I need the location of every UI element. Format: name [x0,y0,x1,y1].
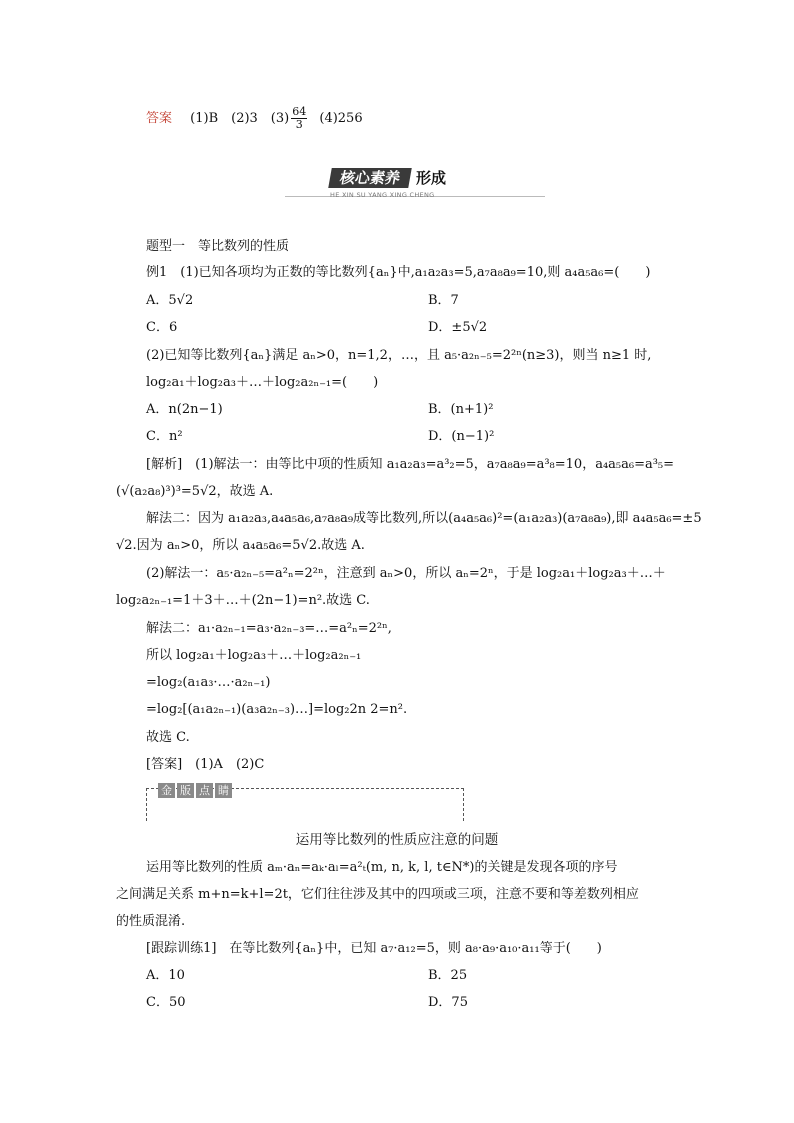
solution-line-2: (√(a₂a₈)³)³=5√2，故选 A. [116,484,274,499]
fraction-numerator: 64 [292,105,307,118]
tip-title: 运用等比数列的性质应注意的问题 [295,832,499,848]
answer-fraction [291,106,307,131]
solution-line-3: 解法二：因为 a₁a₂a₃,a₄a₅a₆,a₇a₈a₉成等比数列,所以(a₄a₅a₆)²=(a₁a₂a₃)(a₇a₈a₉),即 a₄a₅a₆=±5 [146,511,702,526]
solution-line-5: (2)解法一：a₅·a₂ₙ₋₅=a²ₙ=2²ⁿ，注意到 aₙ>0，所以 aₙ=2ⁿ，于是 log₂a₁＋log₂a₃＋…＋ [146,566,666,581]
example1-option-a: A．5√2 [146,293,194,308]
section-title: 题型一 等比数列的性质 [146,239,290,254]
example1-option-c: C．6 [146,320,178,335]
practice-option-c: C．50 [146,995,186,1010]
example1-q2-option-d: D．(n−1)² [428,429,495,444]
solution-line-7: 解法二：a₁·a₂ₙ₋₁=a₃·a₂ₙ₋₃=…=a²ₙ=2²ⁿ, [146,621,392,636]
example1-q2-option-c: C．n² [146,429,183,444]
banner-tail: 形成 [416,169,447,187]
example1-question2-line1: (2)已知等比数列{aₙ}满足 aₙ>0，n=1,2，…，且 a₅·a₂ₙ₋₅=2²ⁿ(n≥3)，则当 n≥1 时, [146,348,652,363]
example1-question2-line2: log₂a₁＋log₂a₃＋…＋log₂a₂ₙ₋₁=( ) [146,375,379,390]
example1-q2-option-a: A．n(2n−1) [146,402,223,417]
tip-paragraph-1: 运用等比数列的性质 aₘ·aₙ=aₖ·aₗ=a²ₜ(m, n, k, l, t∈N*)的关键是发现各项的序号 [146,860,618,875]
tip-paragraph-2: 之间满足关系 m+n=k+l=2t，它们往往涉及其中的四项或三项，注意不要和等差数列相应 [116,887,639,902]
tip-tag-3: 点 [196,783,213,798]
tip-paragraph-3: 的性质混淆. [116,914,186,929]
section-banner [330,168,460,190]
example1-option-d: D．±5√2 [428,320,488,335]
banner-main: 核心素养 [328,168,412,188]
answer-part1: (1)B (2)3 (3) [190,111,290,126]
tip-tag-4: 睛 [215,783,232,798]
example1-q2-option-b: B．(n+1)² [428,402,494,417]
solution-line-9: =log₂(a₁a₃·…·a₂ₙ₋₁) [146,675,271,690]
practice-option-a: A．10 [146,968,185,983]
example1-question1: 例1 (1)已知各项均为正数的等比数列{aₙ}中,a₁a₂a₃=5,a₇a₈a₉=10,则 a₄a₅a₆=( ) [146,265,651,280]
tip-tag-1: 金 [158,783,175,798]
practice-option-d: D．75 [428,995,468,1010]
fraction-denominator: 3 [295,118,303,131]
solution-line-1: [解析] (1)解法一：由等比中项的性质知 a₁a₂a₃=a³₂=5，a₇a₈a₉=a³₈=10，a₄a₅a₆=a³₅= [146,457,675,472]
solution-line-11: 故选 C. [146,730,190,745]
solution-line-8: 所以 log₂a₁＋log₂a₃＋…＋log₂a₂ₙ₋₁ [146,648,362,663]
tip-tag-2: 版 [177,783,194,798]
solution-line-10: =log₂[(a₁a₂ₙ₋₁)(a₃a₂ₙ₋₃)…]=log₂2n 2=n². [146,702,408,717]
tip-tags [158,783,232,798]
answer-label: 答案 [146,111,173,126]
practice-option-b: B．25 [428,968,468,983]
practice-question: [跟踪训练1] 在等比数列{aₙ}中，已知 a₇·a₁₂=5，则 a₈·a₉·a₁₀·a₁₁等于( ) [146,941,602,956]
solution-line-6: log₂a₂ₙ₋₁=1＋3＋…＋(2n−1)=n².故选 C. [116,593,370,608]
example1-option-b: B．7 [428,293,459,308]
solution-line-4: √2.因为 aₙ>0，所以 a₄a₅a₆=5√2.故选 A. [116,538,365,553]
solution-answer: [答案] (1)A (2)C [146,757,265,772]
answer-part2: (4)256 [319,111,363,126]
top-answer-line [146,106,363,131]
banner-subtitle: HE XIN SU YANG XING CHENG [330,191,435,199]
